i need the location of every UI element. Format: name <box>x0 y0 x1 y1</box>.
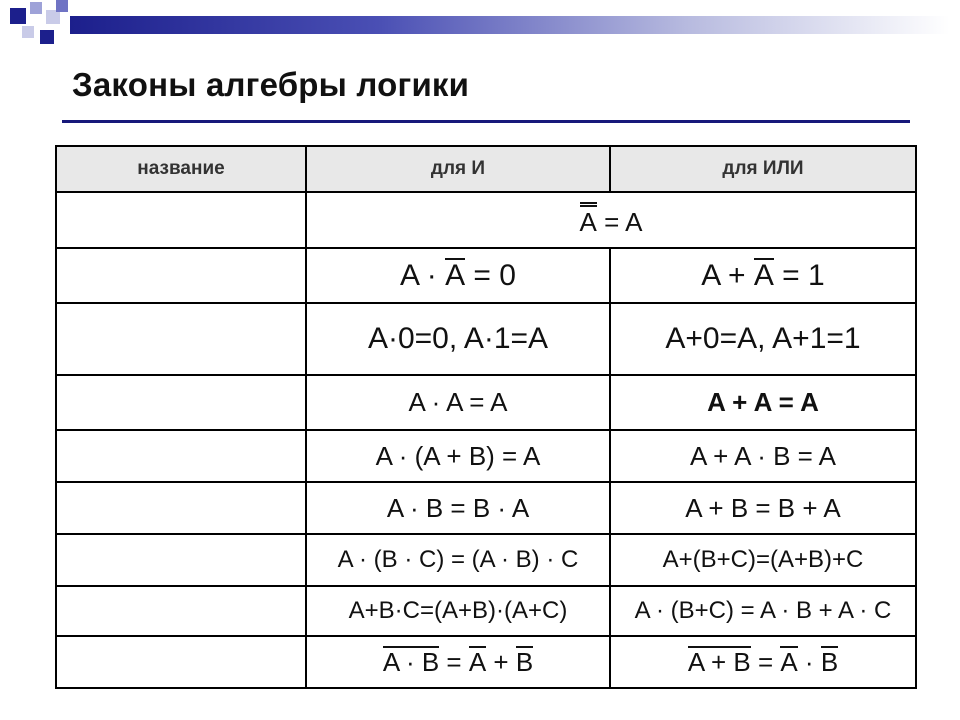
law-name-cell <box>56 375 306 430</box>
deco-square <box>56 0 68 12</box>
table-row <box>56 248 916 303</box>
formula-or: A + B = A · B <box>610 636 916 688</box>
title-bar-gradient <box>70 16 950 34</box>
formula-double-negation <box>306 192 916 248</box>
formula-or: A + A = A <box>610 375 916 430</box>
table-row <box>56 430 916 482</box>
header-row <box>56 146 916 192</box>
table-row <box>56 482 916 534</box>
table-row <box>56 192 916 248</box>
formula-or: A + A = 1 <box>610 248 916 303</box>
formula-or: A · (B+C) = A · B + A · C <box>610 586 916 636</box>
formula-and: A · A = 0 <box>306 248 610 303</box>
formula-or: A + B = B + A <box>610 482 916 534</box>
law-name-cell <box>56 482 306 534</box>
formula-and: A·0=0, A·1=A <box>306 303 610 375</box>
formula-and: A · B = B · A <box>306 482 610 534</box>
header-name: название <box>56 146 306 192</box>
deco-square <box>40 30 54 44</box>
table-row <box>56 375 916 430</box>
deco-square <box>46 10 60 24</box>
law-name-cell <box>56 303 306 375</box>
formula-and: A+B·C=(A+B)·(A+C) <box>306 586 610 636</box>
table-row <box>56 636 916 688</box>
formula-and: A · (A + B) = A <box>306 430 610 482</box>
header-or: для ИЛИ <box>610 146 916 192</box>
formula-or: A+0=A, A+1=1 <box>610 303 916 375</box>
law-name-cell <box>56 248 306 303</box>
formula-text: A = A <box>580 207 643 237</box>
deco-square <box>10 8 26 24</box>
deco-square <box>22 26 34 38</box>
table-row <box>56 303 916 375</box>
deco-square <box>30 2 42 14</box>
table-row <box>56 534 916 586</box>
laws-table <box>55 145 917 689</box>
page-title: Законы алгебры логики <box>72 66 470 103</box>
title-underline <box>62 120 910 123</box>
table-row <box>56 586 916 636</box>
law-name-cell <box>56 586 306 636</box>
formula-or: A+(B+C)=(A+B)+C <box>610 534 916 586</box>
law-name-cell <box>56 636 306 688</box>
formula-and: A · B = A + B <box>306 636 610 688</box>
law-name-cell <box>56 430 306 482</box>
formula-and: A · A = A <box>306 375 610 430</box>
header-and: для И <box>306 146 610 192</box>
law-name-cell <box>56 192 306 248</box>
formula-or: A + A · B = A <box>610 430 916 482</box>
law-name-cell <box>56 534 306 586</box>
formula-and: A · (B · C) = (A · B) · C <box>306 534 610 586</box>
